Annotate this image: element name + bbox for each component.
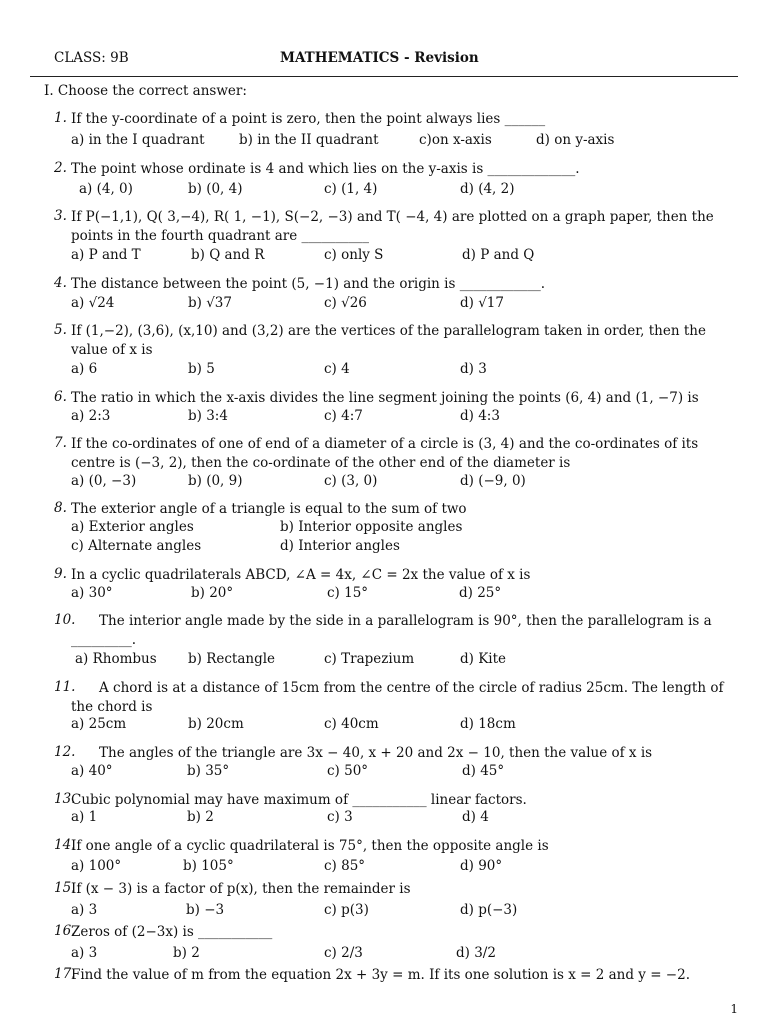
answer-option[interactable]: a) (4, 0) — [79, 181, 133, 197]
options-row — [71, 361, 724, 380]
answer-option[interactable]: b) Q and R — [191, 247, 265, 263]
section-heading: I. Choose the correct answer: — [44, 83, 247, 99]
options-row — [71, 809, 724, 828]
answer-option[interactable]: a) 1 — [71, 809, 98, 825]
question-number: 15. — [54, 880, 76, 896]
options-row — [71, 132, 724, 151]
question-text: The interior angle made by the side in a parallelogram is 90°, then the parallelogram is a _________. — [71, 613, 712, 648]
answer-option[interactable]: a) P and T — [71, 247, 141, 263]
options-row — [71, 945, 724, 964]
question-number: 11. — [54, 679, 76, 695]
options-row — [71, 585, 724, 604]
answer-option[interactable]: c) 4 — [324, 361, 350, 377]
answer-option[interactable]: c) (3, 0) — [324, 473, 378, 489]
answer-option[interactable]: a) 6 — [71, 361, 98, 377]
options-row — [71, 519, 724, 538]
answer-option[interactable]: b) in the II quadrant — [239, 132, 379, 148]
question-number: 5. — [54, 322, 67, 338]
question-text: If one angle of a cyclic quadrilateral is 75°, then the opposite angle is — [71, 838, 549, 854]
answer-option[interactable]: c) 3 — [327, 809, 353, 825]
answer-option[interactable]: a) in the I quadrant — [71, 132, 205, 148]
question-text: If (1,−2), (3,6), (x,10) and (3,2) are the vertices of the parallelogram taken in order, then the value of x is — [71, 323, 706, 358]
question-number: 16. — [54, 923, 76, 939]
answer-option[interactable]: a) 40° — [71, 763, 113, 779]
answer-option[interactable]: c) Trapezium — [324, 651, 415, 667]
answer-option[interactable]: c)on x-axis — [419, 132, 492, 148]
answer-option[interactable]: c) (1, 4) — [324, 181, 378, 197]
answer-option[interactable]: d) 4 — [462, 809, 489, 825]
question-number: 9. — [54, 566, 67, 582]
answer-option[interactable]: a) 3 — [71, 902, 98, 918]
question-number: 2. — [54, 160, 67, 176]
question-number: 1. — [54, 110, 67, 126]
answer-option[interactable]: b) 20° — [191, 585, 234, 601]
document-header — [54, 50, 714, 72]
answer-option[interactable]: b) (0, 9) — [188, 473, 243, 489]
question-text: The point whose ordinate is 4 and which lies on the y-axis is _____________. — [71, 161, 580, 177]
answer-option[interactable]: c) Alternate angles — [71, 538, 202, 554]
header-divider — [30, 76, 738, 77]
answer-option[interactable]: a) √24 — [71, 295, 115, 311]
question-text: In a cyclic quadrilaterals ABCD, ∠A = 4x, ∠C = 2x the value of x is — [71, 567, 531, 583]
answer-option[interactable]: b) 2 — [187, 809, 214, 825]
answer-option[interactable]: d) p(−3) — [460, 902, 518, 918]
answer-option[interactable]: a) 30° — [71, 585, 113, 601]
answer-option[interactable]: a) 25cm — [71, 716, 127, 732]
answer-option[interactable]: b) 2 — [173, 945, 200, 961]
options-row — [71, 858, 724, 877]
options-row — [71, 902, 724, 921]
answer-option[interactable]: b) −3 — [186, 902, 225, 918]
question-number: 8. — [54, 500, 67, 516]
answer-option[interactable]: b) 20cm — [188, 716, 244, 732]
answer-option[interactable]: c) 15° — [327, 585, 369, 601]
question-number: 4. — [54, 275, 67, 291]
options-row — [71, 763, 724, 782]
answer-option[interactable]: b) 35° — [187, 763, 230, 779]
answer-option[interactable]: a) Rhombus — [75, 651, 157, 667]
answer-option[interactable]: c) 40cm — [324, 716, 379, 732]
answer-option[interactable]: d) Interior angles — [280, 538, 400, 554]
answer-option[interactable]: c) 2/3 — [324, 945, 363, 961]
question-text: If the co-ordinates of one of end of a diameter of a circle is (3, 4) and the co-ordinates of its centre is (−3, 2), then the co-ordinate of the other end of the diameter is — [71, 436, 699, 471]
question-number: 7. — [54, 435, 67, 451]
answer-option[interactable]: d) 4:3 — [460, 408, 500, 424]
answer-option[interactable]: d) 3/2 — [456, 945, 496, 961]
answer-option[interactable]: d) Kite — [460, 651, 507, 667]
answer-option[interactable]: d) on y-axis — [536, 132, 615, 148]
question-number: 13. — [54, 791, 76, 807]
answer-option[interactable]: a) (0, −3) — [71, 473, 137, 489]
options-row — [71, 538, 724, 557]
question-text: If the y-coordinate of a point is zero, then the point always lies ______ — [71, 111, 546, 127]
answer-option[interactable]: b) 3:4 — [188, 408, 228, 424]
answer-option[interactable]: a) 100° — [71, 858, 122, 874]
options-row — [71, 181, 724, 200]
answer-option[interactable]: a) 2:3 — [71, 408, 111, 424]
answer-option[interactable]: a) Exterior angles — [71, 519, 194, 535]
question-text: The ratio in which the x-axis divides the line segment joining the points (6, 4) and (1, −7) is — [71, 390, 699, 406]
options-row — [71, 247, 724, 266]
class-label: CLASS: 9B — [54, 50, 129, 66]
question-number: 14. — [54, 837, 76, 853]
answer-option[interactable]: c) only S — [324, 247, 384, 263]
subject-title: MATHEMATICS - Revision — [280, 50, 479, 66]
answer-option[interactable]: c) p(3) — [324, 902, 369, 918]
options-row — [71, 716, 724, 735]
question-text: If P(−1,1), Q( 3,−4), R( 1, −1), S(−2, −3) and T( −4, 4) are plotted on a graph paper, then the points in the fourth quadrant are __________ — [71, 209, 714, 244]
answer-option[interactable]: c) 50° — [327, 763, 369, 779]
answer-option[interactable]: d) 18cm — [460, 716, 516, 732]
question-text: The angles of the triangle are 3x − 40, x + 20 and 2x − 10, then the value of x is — [99, 745, 653, 761]
answer-option[interactable]: b) 105° — [183, 858, 234, 874]
question-number: 10. — [54, 612, 76, 628]
answer-option[interactable]: d) 25° — [459, 585, 502, 601]
answer-option[interactable]: b) √37 — [188, 295, 232, 311]
question-text: Zeros of (2−3x) is ___________ — [71, 924, 273, 940]
answer-option[interactable]: c) 85° — [324, 858, 366, 874]
question-text: Cubic polynomial may have maximum of ___________ linear factors. — [71, 792, 527, 808]
options-row — [71, 295, 724, 314]
question-number: 3. — [54, 208, 67, 224]
answer-option[interactable]: b) Interior opposite angles — [280, 519, 463, 535]
question-text: If (x − 3) is a factor of p(x), then the remainder is — [71, 881, 411, 897]
answer-option[interactable]: d) (4, 2) — [460, 181, 515, 197]
options-row — [71, 651, 724, 670]
answer-option[interactable]: c) √26 — [324, 295, 367, 311]
answer-option[interactable]: b) 5 — [188, 361, 215, 377]
question-text: A chord is at a distance of 15cm from the centre of the circle of radius 25cm. The length of the chord is — [71, 680, 724, 715]
page-number: 1 — [730, 1002, 738, 1016]
question-text: Find the value of m from the equation 2x + 3y = m. If its one solution is x = 2 and y = −2. — [71, 967, 691, 983]
answer-option[interactable]: d) √17 — [460, 295, 504, 311]
answer-option[interactable]: d) 90° — [460, 858, 503, 874]
answer-option[interactable]: b) Rectangle — [188, 651, 276, 667]
options-row — [71, 408, 724, 427]
answer-option[interactable]: b) (0, 4) — [188, 181, 243, 197]
question-text: The distance between the point (5, −1) and the origin is ____________. — [71, 276, 545, 292]
question-number: 12. — [54, 744, 76, 760]
answer-option[interactable]: d) 45° — [462, 763, 505, 779]
answer-option[interactable]: d) P and Q — [462, 247, 535, 263]
answer-option[interactable]: c) 4:7 — [324, 408, 363, 424]
question-number: 17. — [54, 966, 76, 982]
answer-option[interactable]: a) 3 — [71, 945, 98, 961]
answer-option[interactable]: d) 3 — [460, 361, 487, 377]
answer-option[interactable]: d) (−9, 0) — [460, 473, 526, 489]
question-text: The exterior angle of a triangle is equal to the sum of two — [71, 501, 467, 517]
question-number: 6. — [54, 389, 67, 405]
options-row — [71, 473, 724, 492]
